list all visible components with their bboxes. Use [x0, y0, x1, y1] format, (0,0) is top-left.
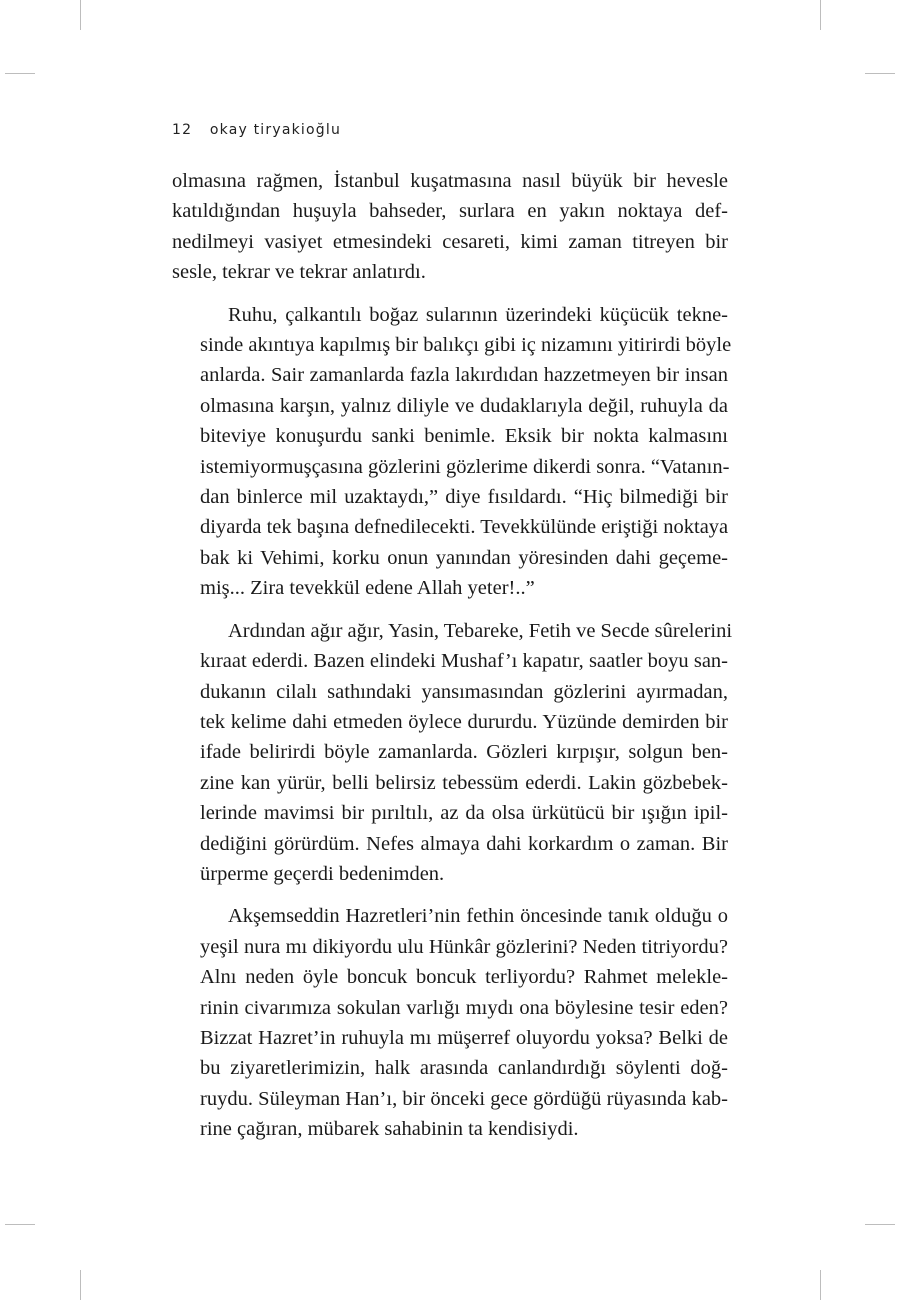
- crop-mark: [80, 1270, 81, 1300]
- text-line: Bizzat Hazret’in ruhuyla mı müşerref oluyordu yoksa? Belki de: [200, 1026, 728, 1049]
- text-line: dukanın cilalı sathındaki yansımasından gözlerini ayırmadan,: [200, 680, 728, 703]
- text-line: anlarda. Sair zamanlarda fazla lakırdıdan hazzetmeyen bir insan: [200, 364, 728, 387]
- text-line: bak ki Vehimi, korku onun yanından yöresinden dahi geçeme-: [200, 546, 728, 569]
- paragraph: [172, 166, 728, 288]
- text-line: Ardından ağır ağır, Yasin, Tebareke, Fetih ve Secde sûrelerini: [228, 619, 733, 642]
- paragraph: [172, 901, 728, 1144]
- text-line: katıldığından huşuyla bahseder, surlara en yakın noktaya def-: [172, 200, 728, 223]
- text-line: ifade belirirdi böyle zamanlarda. Gözleri kırpışır, solgun ben-: [200, 741, 728, 764]
- text-line: miş... Zira tevekkül edene Allah yeter!..”: [200, 577, 535, 600]
- text-line: sesle, tekrar ve tekrar anlatırdı.: [172, 261, 426, 284]
- text-line: sinde akıntıya kapılmış bir balıkçı gibi iç nizamını yitirirdi böyle: [200, 334, 732, 357]
- text-line: dediğini görürdüm. Nefes almaya dahi korkardım o zaman. Bir: [200, 832, 728, 855]
- text-line: diyarda tek başına defnedilecekti. Tevekkülünde eriştiği noktaya: [200, 516, 729, 539]
- text-line: biteviye konuşurdu sanki benimle. Eksik bir nokta kalmasını: [200, 425, 728, 448]
- text-line: yeşil nura mı dikiyordu ulu Hünkâr gözlerini? Neden titriyordu?: [200, 935, 728, 958]
- text-line: lerinde mavimsi bir pırıltılı, az da olsa ürkütücü bir ışığın ipil-: [200, 802, 728, 825]
- page-number: 12: [172, 122, 193, 138]
- text-line: zine kan yürür, belli belirsiz tebessüm ederdi. Lakin gözbebek-: [200, 771, 728, 794]
- text-line: Alnı neden öyle boncuk boncuk terliyordu? Rahmet melekle-: [200, 966, 728, 989]
- crop-mark: [865, 1224, 895, 1225]
- text-line: olmasına rağmen, İstanbul kuşatmasına nasıl büyük bir hevesle: [172, 170, 728, 192]
- text-line: istemiyormuşçasına gözlerini gözlerime dikerdi sonra. “Vatanın-: [200, 455, 730, 478]
- crop-mark: [5, 73, 35, 74]
- text-line: ruydu. Süleyman Han’ı, bir önceki gece gördüğü rüyasında kab-: [200, 1087, 728, 1110]
- text-line: nedilmeyi vasiyet etmesindeki cesareti, kimi zaman titreyen bir: [172, 230, 728, 253]
- text-line: Akşemseddin Hazretleri’nin fethin öncesinde tanık olduğu o: [228, 905, 728, 928]
- crop-mark: [5, 1224, 35, 1225]
- running-head: [172, 122, 341, 138]
- text-line: olmasına karşın, yalnız diliyle ve dudaklarıyla değil, ruhuyla da: [200, 394, 728, 417]
- crop-mark: [80, 0, 81, 30]
- paragraph: [172, 616, 733, 890]
- text-line: ürperme geçerdi bedenimden.: [200, 862, 445, 885]
- paragraph: [172, 300, 732, 604]
- text-line: rine çağıran, mübarek sahabinin ta kendisiydi.: [200, 1118, 579, 1141]
- text-line: bu ziyaretlerimizin, halk arasında canlandırdığı söylenti doğ-: [200, 1057, 728, 1080]
- text-line: kıraat ederdi. Bazen elindeki Mushaf’ı kapatır, saatler boyu san-: [200, 650, 728, 673]
- crop-mark: [820, 1270, 821, 1300]
- body-text: [172, 166, 733, 1157]
- text-line: Ruhu, çalkantılı boğaz sularının üzerindeki küçücük tekne-: [228, 303, 728, 326]
- text-line: dan binlerce mil uzaktaydı,” diye fısıldardı. “Hiç bilmediği bir: [200, 486, 728, 509]
- crop-mark: [820, 0, 821, 30]
- text-line: tek kelime dahi etmeden öylece dururdu. Yüzünde demirden bir: [200, 710, 728, 733]
- running-head-author: okay tiryakioğlu: [209, 122, 342, 138]
- text-line: rinin civarımıza sokulan varlığı mıydı ona böylesine tesir eden?: [200, 996, 728, 1019]
- crop-mark: [865, 73, 895, 74]
